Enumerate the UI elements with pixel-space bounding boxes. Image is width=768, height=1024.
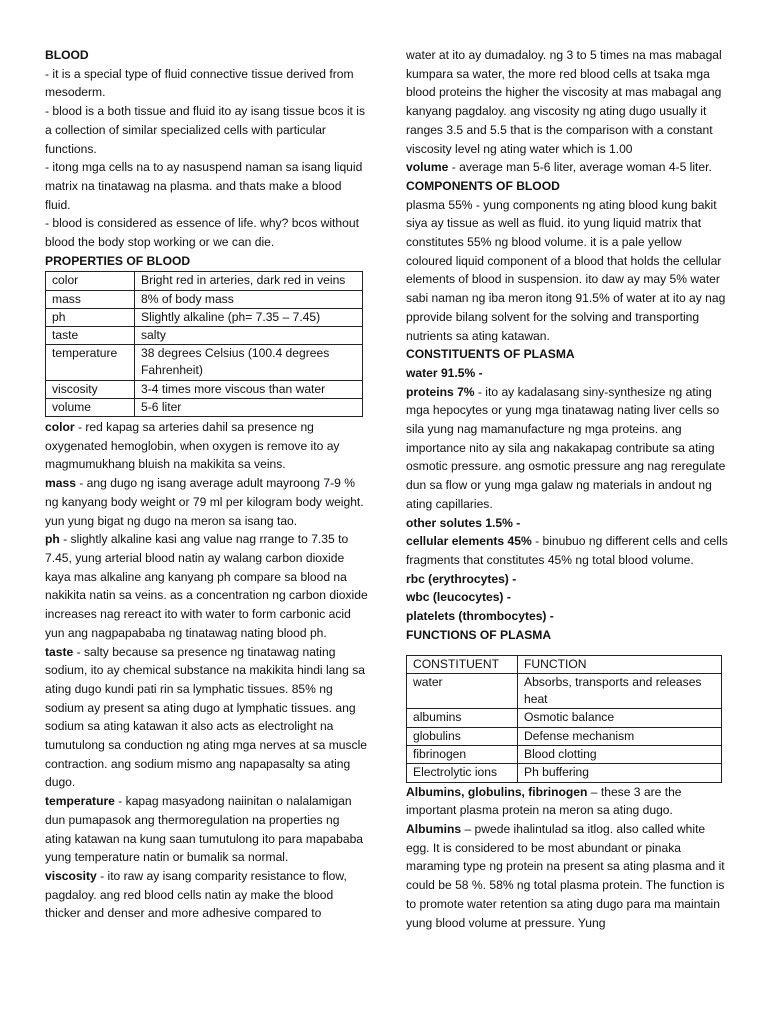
function-cell: Osmotic balance (518, 709, 722, 727)
term: temperature (45, 794, 115, 809)
property-value: Slightly alkaline (ph= 7.35 – 7.45) (135, 308, 363, 326)
paragraph-text: - binubuo ng different cells and cells fragments that constitutes 45% ng total blood volume. (406, 534, 728, 567)
property-name: taste (46, 327, 135, 345)
term: viscosity (45, 868, 97, 883)
column-header: FUNCTION (518, 655, 722, 673)
paragraph-proteins (406, 383, 728, 514)
property-name: ph (46, 308, 135, 326)
term: Albumins (406, 821, 462, 836)
constituent-cell: water (407, 673, 518, 709)
property-value: salty (135, 327, 363, 345)
left-column (45, 46, 369, 923)
table-row (46, 290, 363, 308)
paragraph-mass (45, 474, 369, 530)
paragraph-ph (45, 530, 369, 642)
intro-line: - blood is considered as essence of life. why? bcos without blood the body stop working or we can die. (45, 216, 359, 250)
constituent-cell: fibrinogen (407, 745, 518, 763)
plasma-functions-table (406, 655, 722, 783)
table-row (46, 380, 363, 398)
term: proteins 7% (406, 384, 475, 399)
platelets-line: platelets (thrombocytes) - (406, 609, 554, 624)
table-row (407, 673, 722, 709)
table-row (407, 745, 722, 763)
term: Albumins, globulins, fibrinogen (406, 784, 588, 799)
term: volume (406, 160, 449, 175)
constituent-cell: albumins (407, 709, 518, 727)
property-value: 8% of body mass (135, 290, 363, 308)
paragraph-color (45, 418, 369, 474)
function-cell: Blood clotting (518, 745, 722, 763)
constituent-cell: globulins (407, 727, 518, 745)
constituent-cell: Electrolytic ions (407, 764, 518, 782)
water-line: water 91.5% - (406, 365, 483, 380)
right-column (406, 46, 728, 932)
table-row (46, 327, 363, 345)
heading-properties: PROPERTIES OF BLOOD (45, 253, 191, 268)
property-value: 5-6 liter (135, 398, 363, 416)
other-solutes-line: other solutes 1.5% - (406, 515, 521, 530)
table-row (46, 398, 363, 416)
table-row (46, 308, 363, 326)
heading-functions: FUNCTIONS OF PLASMA (406, 627, 552, 642)
heading-constituents: CONSTITUENTS OF PLASMA (406, 347, 575, 362)
function-cell: Defense mechanism (518, 727, 722, 745)
paragraph-albumins (406, 820, 728, 932)
paragraph-text: – pwede ihalintulad sa itlog. also called white egg. It is considered to be most abundant or pinaka maraming type ng protein na present sa ating plasma and it could be 58 %. 58% ng total plasma protein. The function is to promote water retention sa ating dugo para ma maintain yung blood volume at pressure. Yung (406, 821, 725, 930)
table-row (407, 727, 722, 745)
function-cell: Absorbs, transports and releases heat (518, 673, 722, 709)
table-row (407, 709, 722, 727)
paragraph-text: - ito raw ay isang comparity resistance to flow, pagdaloy. ang red blood cells natin ay make the blood thicker and denser and more adhesive compared to (45, 868, 347, 921)
property-value: 3-4 times more viscous than water (135, 380, 363, 398)
paragraph-text: - slightly alkaline kasi ang value nag rrange to 7.35 to 7.45, yung arterial blood natin ay walang carbon dioxide kaya mas alkaline ang kanyang ph compare sa blood na nakikita natin sa veins. as a concentration ng carbon dioxide increases nag rereact ito with water to form carbonic acid yun ang nagpapababa ng tinatawag nating blood ph. (45, 532, 368, 640)
intro-line: - itong mga cells na to ay nasuspend naman sa isang liquid matrix na tinatawag na plasma. and thats make a blood fluid. (45, 160, 363, 212)
paragraph-text: - red kapag sa arteries dahil sa presence ng oxygenated hemoglobin, when oxygen is remove ito ay magmumukhang bluish na makikita sa veins. (45, 420, 340, 472)
paragraph-text: – these 3 are the important plasma protein na meron sa ating dugo. (406, 784, 682, 818)
paragraph-viscosity (45, 867, 369, 923)
property-name: mass (46, 290, 135, 308)
properties-table (45, 271, 363, 417)
heading-blood: BLOOD (45, 48, 89, 62)
wbc-line: wbc (leucocytes) - (406, 590, 511, 605)
table-row (46, 272, 363, 290)
table-row (46, 345, 363, 380)
paragraph-text: - ang dugo ng isang average adult mayroong 7-9 % ng kanyang body weight or 79 ml per kilogram body weight. yun yung bigat ng dugo na meron sa isang tao. (45, 476, 364, 528)
property-name: temperature (46, 345, 135, 380)
heading-components: COMPONENTS OF BLOOD (406, 178, 560, 193)
paragraph-text: - average man 5-6 liter, average woman 4-5 liter. (448, 160, 712, 175)
intro-line: - it is a special type of fluid connective tissue derived from mesoderm. (45, 66, 354, 100)
term: ph (45, 532, 60, 547)
intro-line: - blood is a both tissue and fluid ito ay isang tissue bcos it is a collection of similar specialized cells with particular functions. (45, 104, 365, 156)
paragraph-temperature (45, 792, 369, 867)
property-name: volume (46, 398, 135, 416)
term: cellular elements 45% (406, 534, 532, 549)
paragraph-text: - ito ay kadalasang siny-synthesize ng ating mga hepocytes or yung mga tinatawag nating liver cells so sila yung nag mamanufacture ng mga proteins. ang importance nito ay sila ang nakakapag contribute sa ating osmotic pressure. ang osmotic pressure ang nag reregulate dun sa flow or yung mga galaw ng materials in andout ng ating capillaries. (406, 384, 726, 511)
property-name: viscosity (46, 380, 135, 398)
paragraph-abf (406, 783, 728, 820)
paragraph-text: - kapag masyadong naiinitan o nalalamigan dun pumapasok ang thermoregulation na properties ng ating katawan na kung saan tumutulong ito para mapababa yung temperature natin or bumalik sa normal. (45, 794, 364, 865)
property-value: 38 degrees Celsius (100.4 degrees Fahrenheit) (135, 345, 363, 380)
paragraph-text: - salty because sa presence ng tinatawag nating sodium, ito ay chemical substance na makikita hindi lang sa ating dugo kundi pati rin sa lymphatic tissues. 85% ng sodium ay present sa ating dugo at lymphatic tissues. ang sodium sa ating katawan it also acts as electrolight na tumutulong sa conduction ng ating mga nerves at sa muscle contraction. ang sodium mismo ang napapasalty sa ating dugo. (45, 644, 368, 790)
paragraph-volume (406, 158, 728, 177)
term: mass (45, 476, 76, 491)
term: taste (45, 644, 74, 659)
rbc-line: rbc (erythrocytes) - (406, 571, 517, 586)
paragraph-taste (45, 643, 369, 793)
function-cell: Ph buffering (518, 764, 722, 782)
property-value: Bright red in arteries, dark red in veins (135, 272, 363, 290)
paragraph-cellular (406, 532, 728, 569)
paragraph-plasma: plasma 55% - yung components ng ating blood kung bakit siya ay tissue as well as fluid. ito yung liquid matrix that constitutes 55% ng blood volume. it is a pale yellow coloured liquid component of a blood that holds the cellular elements of blood in suspension. ito daw ay may 5% water sabi naman ng iba meron itong 91.5% of water at ito ay nag pprovide bilang solvent for the solving and transporting nutrients sa ating katawan. (406, 197, 726, 343)
table-header-row (407, 655, 722, 673)
property-name: color (46, 272, 135, 290)
term: color (45, 420, 75, 435)
viscosity-continued: water at ito ay dumadaloy. ng 3 to 5 times na mas mabagal kumpara sa water, the more red blood cells at tsaka mga blood proteins the higher the viscosity at mas mabagal ang kanyang pagdaloy. ang viscosity ng ating dugo usually it ranges 3.5 and 5.5 that is the comparison with a constant viscosity level ng ating water which is 1.00 (406, 48, 722, 156)
column-header: CONSTITUENT (407, 655, 518, 673)
table-row (407, 764, 722, 782)
